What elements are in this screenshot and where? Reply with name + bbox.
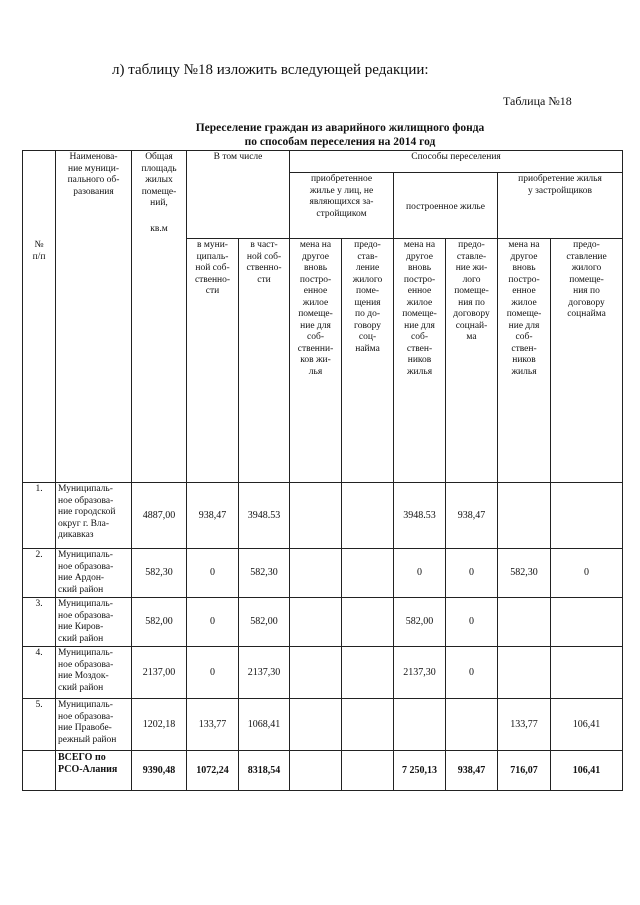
header-name: Наименова- ние муници- пального об- разования bbox=[56, 151, 132, 483]
total-exchange-others bbox=[290, 751, 342, 791]
table-header bbox=[23, 151, 623, 483]
cell-exchange-built: 3948.53 bbox=[394, 483, 446, 549]
cell-municipal: 0 bbox=[187, 549, 239, 598]
cell-social-others bbox=[342, 483, 394, 549]
intro-text: л) таблицу №18 изложить вследующей редакции: bbox=[112, 62, 429, 78]
cell-private: 1068,41 bbox=[239, 699, 290, 751]
total-social-others bbox=[342, 751, 394, 791]
municipality-name: Муниципаль- ное образова- ние Правобе- режный район bbox=[56, 699, 132, 751]
cell-exchange-developers bbox=[498, 647, 551, 699]
header-methods: Способы переселения bbox=[290, 151, 623, 173]
total-num-cell bbox=[23, 751, 56, 791]
cell-area: 2137,00 bbox=[132, 647, 187, 699]
cell-social-others bbox=[342, 699, 394, 751]
cell-exchange-built: 0 bbox=[394, 549, 446, 598]
cell-private: 2137,30 bbox=[239, 647, 290, 699]
header-exchange-others: мена на другое вновь постро- енное жилое помеще- ние для соб- ственни- ков жи- лья bbox=[290, 239, 342, 483]
row-number: 3. bbox=[23, 598, 56, 647]
total-exchange-developers: 716,07 bbox=[498, 751, 551, 791]
municipality-name: Муниципаль- ное образова- ние городской округ г. Вла- дикавказ bbox=[56, 483, 132, 549]
cell-municipal: 0 bbox=[187, 598, 239, 647]
cell-exchange-built: 2137,30 bbox=[394, 647, 446, 699]
total-private: 8318,54 bbox=[239, 751, 290, 791]
cell-exchange-others bbox=[290, 647, 342, 699]
cell-social-built: 0 bbox=[446, 549, 498, 598]
header-including: В том числе bbox=[187, 151, 290, 239]
header-exchange-built: мена на другое вновь постро- енное жилое помеще- ние для соб- ствен- ников жилья bbox=[394, 239, 446, 483]
header-built: построенное жилье bbox=[394, 173, 498, 239]
row-number: 5. bbox=[23, 699, 56, 751]
total-row bbox=[23, 751, 623, 791]
cell-exchange-built bbox=[394, 699, 446, 751]
cell-exchange-developers: 582,30 bbox=[498, 549, 551, 598]
total-social-developers: 106,41 bbox=[551, 751, 623, 791]
cell-social-developers bbox=[551, 598, 623, 647]
cell-exchange-developers bbox=[498, 483, 551, 549]
cell-social-built bbox=[446, 699, 498, 751]
total-exchange-built: 7 250,13 bbox=[394, 751, 446, 791]
row-number: 4. bbox=[23, 647, 56, 699]
cell-private: 3948.53 bbox=[239, 483, 290, 549]
cell-social-others bbox=[342, 598, 394, 647]
total-municipal: 1072,24 bbox=[187, 751, 239, 791]
header-area: Общая площадь жилых помеще- ний, кв.м bbox=[132, 151, 187, 483]
cell-exchange-others bbox=[290, 598, 342, 647]
resettlement-table bbox=[22, 150, 623, 791]
total-social-built: 938,47 bbox=[446, 751, 498, 791]
table-row bbox=[23, 483, 623, 549]
header-social-built: предо- ставле- ние жи- лого помеще- ния по договору соцнай- ма bbox=[446, 239, 498, 483]
cell-municipal: 938,47 bbox=[187, 483, 239, 549]
cell-social-others bbox=[342, 647, 394, 699]
cell-area: 582,30 bbox=[132, 549, 187, 598]
cell-exchange-others bbox=[290, 699, 342, 751]
cell-area: 4887,00 bbox=[132, 483, 187, 549]
cell-area: 1202,18 bbox=[132, 699, 187, 751]
cell-private: 582,00 bbox=[239, 598, 290, 647]
table-row bbox=[23, 647, 623, 699]
table-body bbox=[23, 483, 623, 751]
cell-social-built: 0 bbox=[446, 647, 498, 699]
cell-municipal: 0 bbox=[187, 647, 239, 699]
cell-private: 582,30 bbox=[239, 549, 290, 598]
cell-social-developers: 0 bbox=[551, 549, 623, 598]
cell-social-developers bbox=[551, 647, 623, 699]
municipality-name: Муниципаль- ное образова- ние Моздок- ский район bbox=[56, 647, 132, 699]
total-area: 9390,48 bbox=[132, 751, 187, 791]
cell-exchange-others bbox=[290, 549, 342, 598]
row-number: 1. bbox=[23, 483, 56, 549]
cell-social-developers bbox=[551, 483, 623, 549]
header-purchased-from-others: приобретенное жилье у лиц, не являющихся за- стройщиком bbox=[290, 173, 394, 239]
municipality-name: Муниципаль- ное образова- ние Ардон- ский район bbox=[56, 549, 132, 598]
header-social-others: предо- став- ление жилого поме- щения по до- говору соц- найма bbox=[342, 239, 394, 483]
table-number: Таблица №18 bbox=[503, 94, 572, 108]
header-purchased-from-developers: приобретение жилья у застройщиков bbox=[498, 173, 623, 239]
cell-social-built: 938,47 bbox=[446, 483, 498, 549]
row-number: 2. bbox=[23, 549, 56, 598]
header-exchange-developers: мена на другое вновь постро- енное жилое помеще- ние для соб- ствен- ников жилья bbox=[498, 239, 551, 483]
table-caption-line1: Переселение граждан из аварийного жилищного фонда bbox=[195, 122, 485, 134]
table-row bbox=[23, 549, 623, 598]
cell-exchange-others bbox=[290, 483, 342, 549]
municipality-name: Муниципаль- ное образова- ние Киров- ский район bbox=[56, 598, 132, 647]
header-num: № п/п bbox=[23, 151, 56, 483]
cell-exchange-developers: 133,77 bbox=[498, 699, 551, 751]
table-row bbox=[23, 699, 623, 751]
cell-municipal: 133,77 bbox=[187, 699, 239, 751]
table-row bbox=[23, 598, 623, 647]
header-social-developers: предо- ставление жилого помеще- ния по договору соцнайма bbox=[551, 239, 623, 483]
cell-area: 582,00 bbox=[132, 598, 187, 647]
cell-exchange-built: 582,00 bbox=[394, 598, 446, 647]
total-label: ВСЕГО по РСО-Алания bbox=[56, 751, 132, 791]
table-caption-line2: по способам переселения на 2014 год bbox=[244, 136, 436, 148]
cell-social-others bbox=[342, 549, 394, 598]
header-private: в част- ной соб- ственно- сти bbox=[239, 239, 290, 483]
table-total bbox=[23, 751, 623, 791]
header-municipal: в муни- ципаль- ной соб- ственно- сти bbox=[187, 239, 239, 483]
cell-social-developers: 106,41 bbox=[551, 699, 623, 751]
cell-social-built: 0 bbox=[446, 598, 498, 647]
cell-exchange-developers bbox=[498, 598, 551, 647]
